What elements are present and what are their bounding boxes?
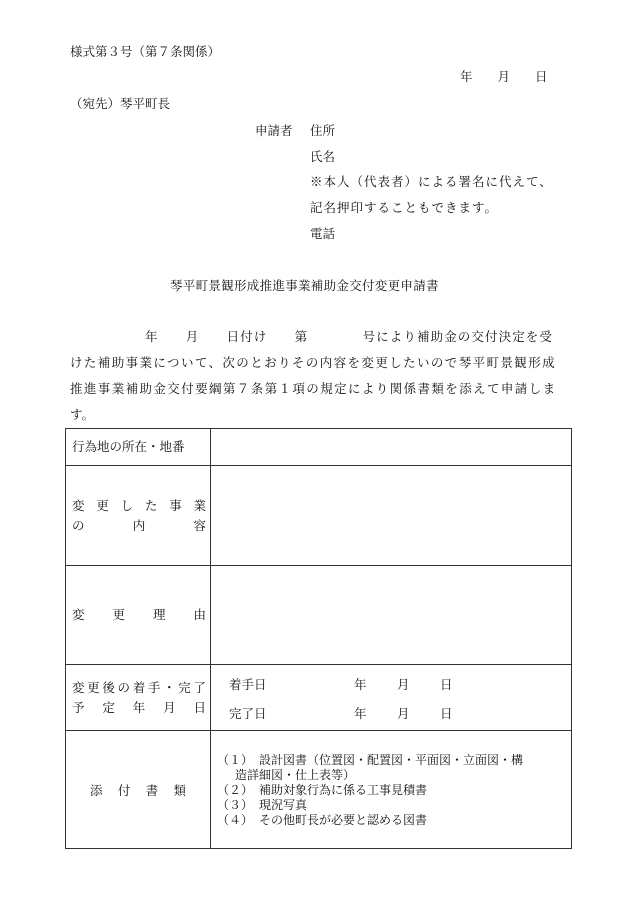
label-char: 日 [193,699,206,715]
applicant-name: 氏名 [310,149,336,164]
label-char: 定 [102,699,115,715]
label-char: 由 [193,607,206,622]
label-char: 付 [117,782,131,798]
row-changed-content [66,466,572,566]
attachment-item: 造詳細図・仕上表等） [235,768,356,782]
label-char: 変 [72,497,85,513]
schedule-label [66,665,211,731]
attachment-item: （２） 補助対象行為に係る工事見積書 [217,783,428,797]
body-line-1: 年 月 日付け 第 号により補助金の交付決定を受 [145,329,554,344]
body-line-3: 推進事業補助金交付要綱第７条第１項の規定により関係書類を添えて申請しま [70,381,557,396]
label-char: 内 [132,517,146,533]
label-char: の [72,517,85,533]
attachments-label [66,731,211,849]
label-char: 理 [152,607,166,622]
attachment-item: （１） 設計図書（位置図・配置図・平面図・立面図・構 [217,753,524,767]
label-char: 添 [90,782,103,798]
applicant-phone: 電話 [310,226,336,241]
label-char: ・ [163,679,176,695]
changed-content-value[interactable] [211,466,572,566]
label-char: 更 [96,497,109,513]
label-char: 更 [87,679,100,695]
end-year-label: 年 [354,706,367,721]
row-reason [66,566,572,665]
document-title: 琴平町景観形成推進事業補助金交付変更申請書 [170,278,439,293]
end-date-label: 完了日 [229,706,267,721]
location-value[interactable] [211,429,572,466]
row-location [66,429,572,466]
addressee: （宛先）琴平町長 [70,96,171,111]
label-char: 着 [132,679,146,695]
label-char: し [120,497,134,513]
start-month-label: 月 [397,677,410,692]
row-schedule [66,665,572,731]
body-line-4: す。 [70,407,95,422]
changed-content-label [66,466,211,566]
label-char: 業 [193,497,206,513]
label-char: 手 [147,679,161,695]
label-char: の [117,679,131,695]
end-day-label: 日 [440,706,453,721]
location-label [66,429,211,466]
label-char: 変 [72,607,85,622]
label-char: 年 [132,699,146,715]
applicant-note-2: 記名押印することもできます。 [310,200,499,215]
applicant-label: 申請者 [255,123,293,138]
applicant-address: 住所 [310,123,336,138]
label-char: た [144,497,158,513]
label-char: 書 [145,782,159,798]
applicant-note-1: ※本人（代表者）による署名に代えて、 [310,174,553,189]
attachment-item: （３） 現況写真 [217,798,308,812]
label-char: 月 [163,699,176,715]
attachments-list [211,731,572,849]
reason-value[interactable] [211,566,572,665]
label-char: 後 [102,679,115,695]
label-char: 変 [72,679,85,695]
schedule-value [211,665,572,731]
label-char: 類 [173,782,186,798]
start-date-label: 着手日 [229,677,267,692]
label-char: 了 [193,679,206,695]
label-char: 予 [72,699,85,715]
label-char: 完 [178,679,191,695]
label-char: 更 [112,607,125,622]
form-number: 様式第３号（第７条関係） [70,44,221,59]
application-table [65,428,572,849]
label-char: 事 [169,497,182,513]
start-day-label: 日 [440,677,453,692]
label-char: 容 [193,517,206,533]
end-month-label: 月 [397,706,410,721]
attachment-item: （４） その他町長が必要と認める図書 [217,813,428,827]
location-label-text: 行為地の所在・地番 [72,439,185,454]
row-attachments [66,731,572,849]
body-line-2: けた補助事業について、次のとおりその内容を変更したいので琴平町景観形成 [70,355,557,370]
reason-label [66,566,211,665]
date-line: 年 月 日 [460,69,548,84]
start-year-label: 年 [354,677,367,692]
